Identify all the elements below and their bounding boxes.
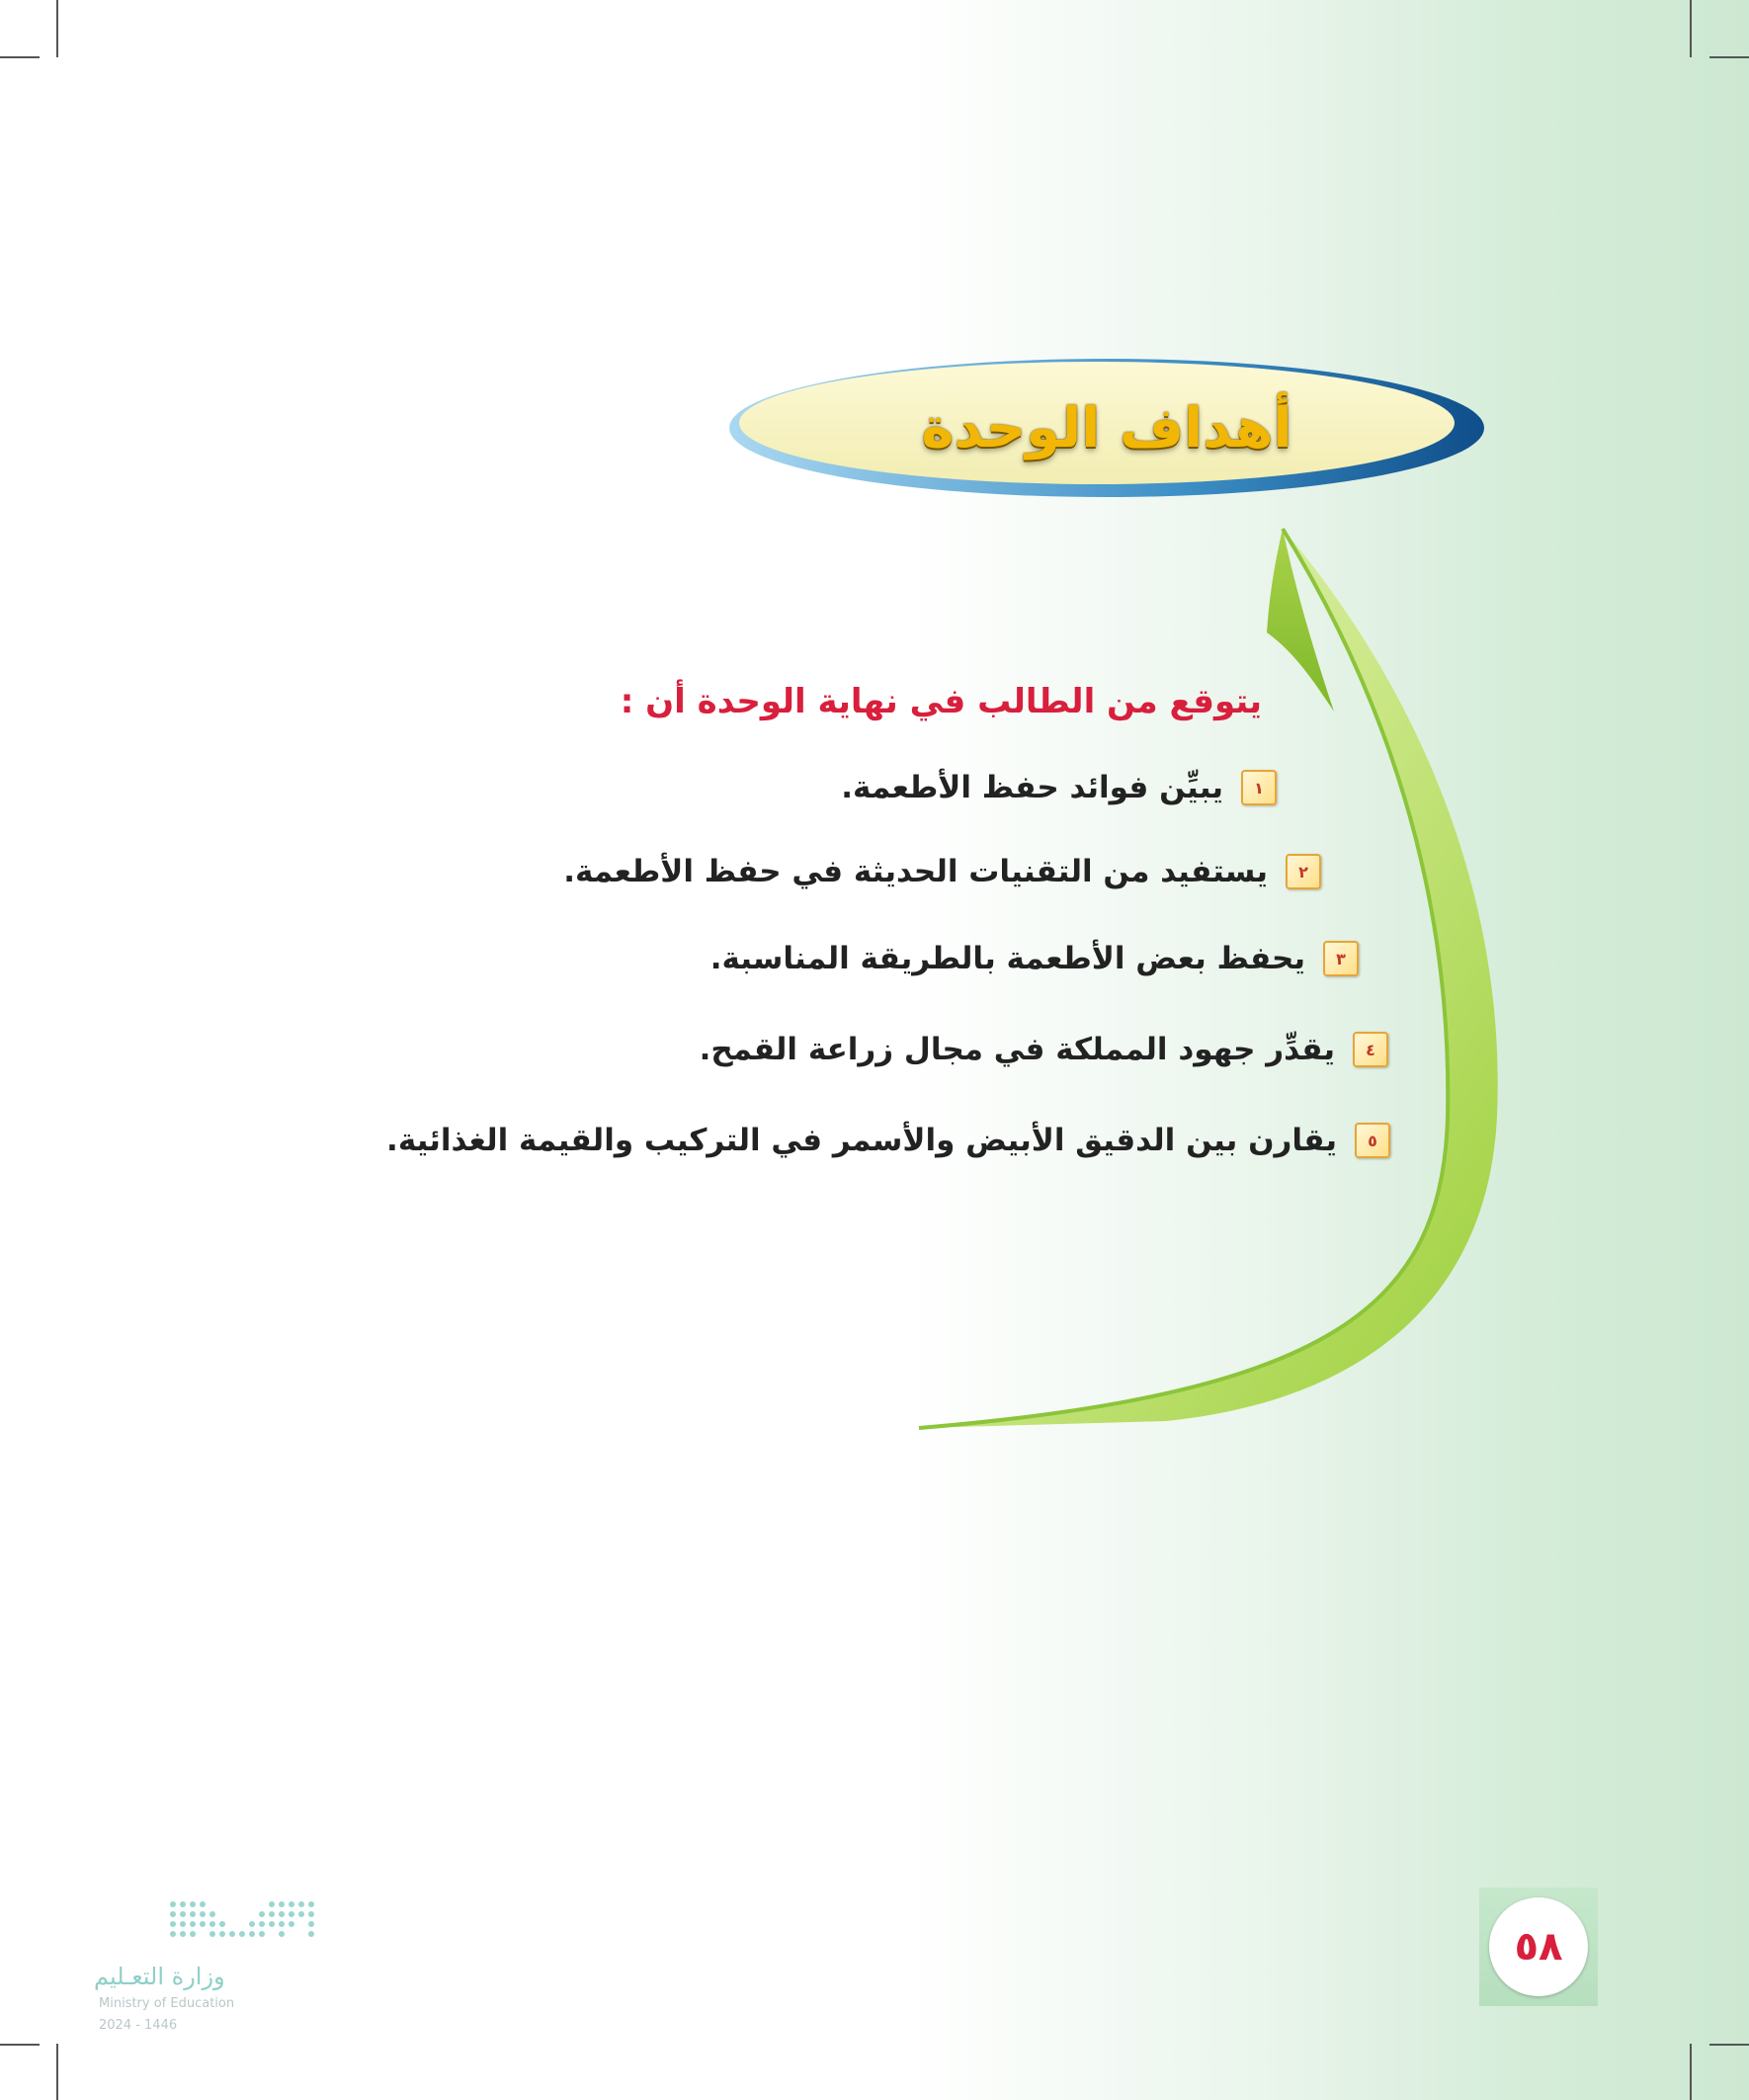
ministry-name-english: Ministry of Education bbox=[99, 1996, 235, 2011]
objectives-intro: يتوقع من الطالب في نهاية الوحدة أن : bbox=[620, 682, 1262, 721]
unit-objectives-title: أهداف الوحدة bbox=[921, 395, 1292, 461]
objective-text: يقارن بين الدقيق الأبيض والأسمر في التركيب والقيمة الغذائية. bbox=[386, 1123, 1337, 1158]
page-number: ٥٨ bbox=[1489, 1897, 1588, 1996]
objective-item-3 bbox=[710, 941, 1359, 976]
objective-text: يبيِّن فوائد حفظ الأطعمة. bbox=[841, 770, 1223, 805]
objective-item-1 bbox=[841, 770, 1277, 805]
objective-number-badge: ١ bbox=[1241, 770, 1277, 805]
objective-text: يقدِّر جهود المملكة في مجال زراعة القمح. bbox=[699, 1032, 1335, 1067]
ministry-name-arabic: وزارة التعـليم bbox=[94, 1963, 225, 1990]
objective-item-2 bbox=[563, 854, 1321, 889]
edition-year: 2024 - 1446 bbox=[99, 2018, 178, 2033]
objective-number-badge: ٤ bbox=[1353, 1032, 1388, 1067]
objective-text: يحفظ بعض الأطعمة بالطريقة المناسبة. bbox=[709, 941, 1305, 976]
objective-number-badge: ٥ bbox=[1355, 1123, 1390, 1158]
objective-item-5 bbox=[386, 1123, 1390, 1158]
objective-item-4 bbox=[700, 1032, 1388, 1067]
objective-number-badge: ٢ bbox=[1286, 854, 1321, 889]
objective-text: يستفيد من التقنيات الحديثة في حفظ الأطعمة. bbox=[563, 854, 1268, 889]
objective-number-badge: ٣ bbox=[1323, 941, 1359, 976]
